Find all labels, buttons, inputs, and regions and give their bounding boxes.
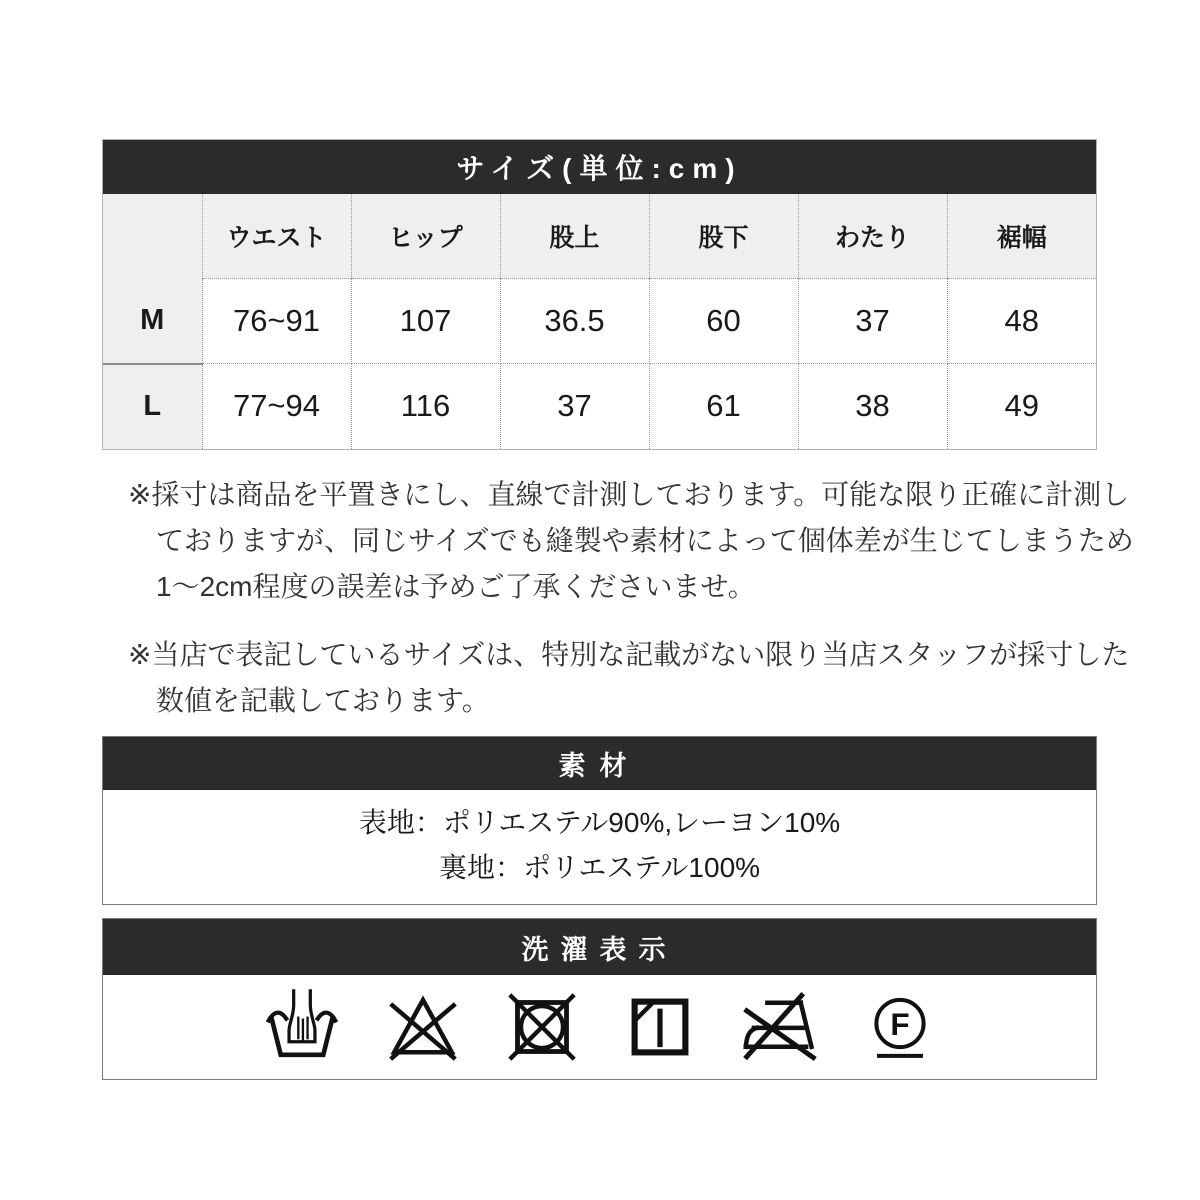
cell-l-thigh: 38 — [798, 364, 947, 449]
dry-clean-letter: F — [889, 1005, 910, 1042]
table-row-size-m — [103, 279, 1096, 364]
cell-l-rise: 37 — [500, 364, 649, 449]
laundry-title: 洗濯表示 — [521, 934, 678, 965]
laundry-title-bar — [103, 919, 1096, 975]
note-line: ておりますが、同じサイズでも縫製や素材によって個体差が生じてしまうため — [156, 525, 1134, 556]
cell-m-waist: 76~91 — [202, 279, 351, 364]
do-not-bleach-icon — [387, 991, 459, 1063]
note-line: 数値を記載しております。 — [156, 685, 490, 716]
size-chart-title: サイズ(単位:cm) — [456, 153, 743, 184]
size-table — [103, 194, 1096, 449]
note-line: ※採寸は商品を平置きにし、直線で計測しております。可能な限り正確に計測し — [128, 479, 1130, 510]
cell-l-inseam: 61 — [649, 364, 798, 449]
material-title: 素材 — [558, 751, 641, 781]
column-header-hip: ヒップ — [351, 194, 500, 279]
size-chart-title-bar — [103, 140, 1096, 194]
material-outer-fabric: 表地：ポリエステル90%,レーヨン10% — [358, 807, 841, 838]
laundry-section — [102, 918, 1097, 1080]
size-table-header-row — [103, 194, 1096, 279]
material-content — [103, 790, 1096, 904]
do-not-iron-icon — [743, 991, 817, 1063]
corner-cell — [103, 194, 202, 279]
measurement-note — [128, 472, 1134, 610]
note-line: 1～2cm程度の誤差は予めご了承くださいませ。 — [156, 571, 756, 602]
column-header-inseam: 股下 — [649, 194, 798, 279]
table-row-size-l — [103, 364, 1096, 449]
material-title-bar — [103, 737, 1096, 790]
staff-measured-note — [128, 632, 1129, 724]
cell-m-rise: 36.5 — [500, 279, 649, 364]
cell-m-thigh: 37 — [798, 279, 947, 364]
laundry-icon-row — [103, 975, 1096, 1079]
cell-l-waist: 77~94 — [202, 364, 351, 449]
cell-m-hip: 107 — [351, 279, 500, 364]
do-not-tumble-dry-icon — [507, 992, 577, 1062]
material-lining: 裏地：ポリエステル100% — [438, 852, 761, 883]
cell-m-hem: 48 — [947, 279, 1096, 364]
hand-wash-icon — [265, 989, 339, 1065]
row-header-size-m: M — [103, 279, 202, 364]
cell-l-hip: 116 — [351, 364, 500, 449]
size-chart-section — [102, 139, 1097, 450]
material-section — [102, 736, 1097, 905]
dry-clean-f-icon — [865, 990, 935, 1064]
cell-m-inseam: 60 — [649, 279, 798, 364]
line-dry-in-shade-icon — [625, 992, 695, 1062]
column-header-waist: ウエスト — [202, 194, 351, 279]
column-header-hem: 裾幅 — [947, 194, 1096, 279]
cell-l-hem: 49 — [947, 364, 1096, 449]
column-header-thigh: わたり — [798, 194, 947, 279]
row-header-size-l: L — [103, 364, 202, 449]
column-header-rise: 股上 — [500, 194, 649, 279]
note-line: ※当店で表記しているサイズは、特別な記載がない限り当店スタッフが採寸した — [128, 639, 1130, 670]
